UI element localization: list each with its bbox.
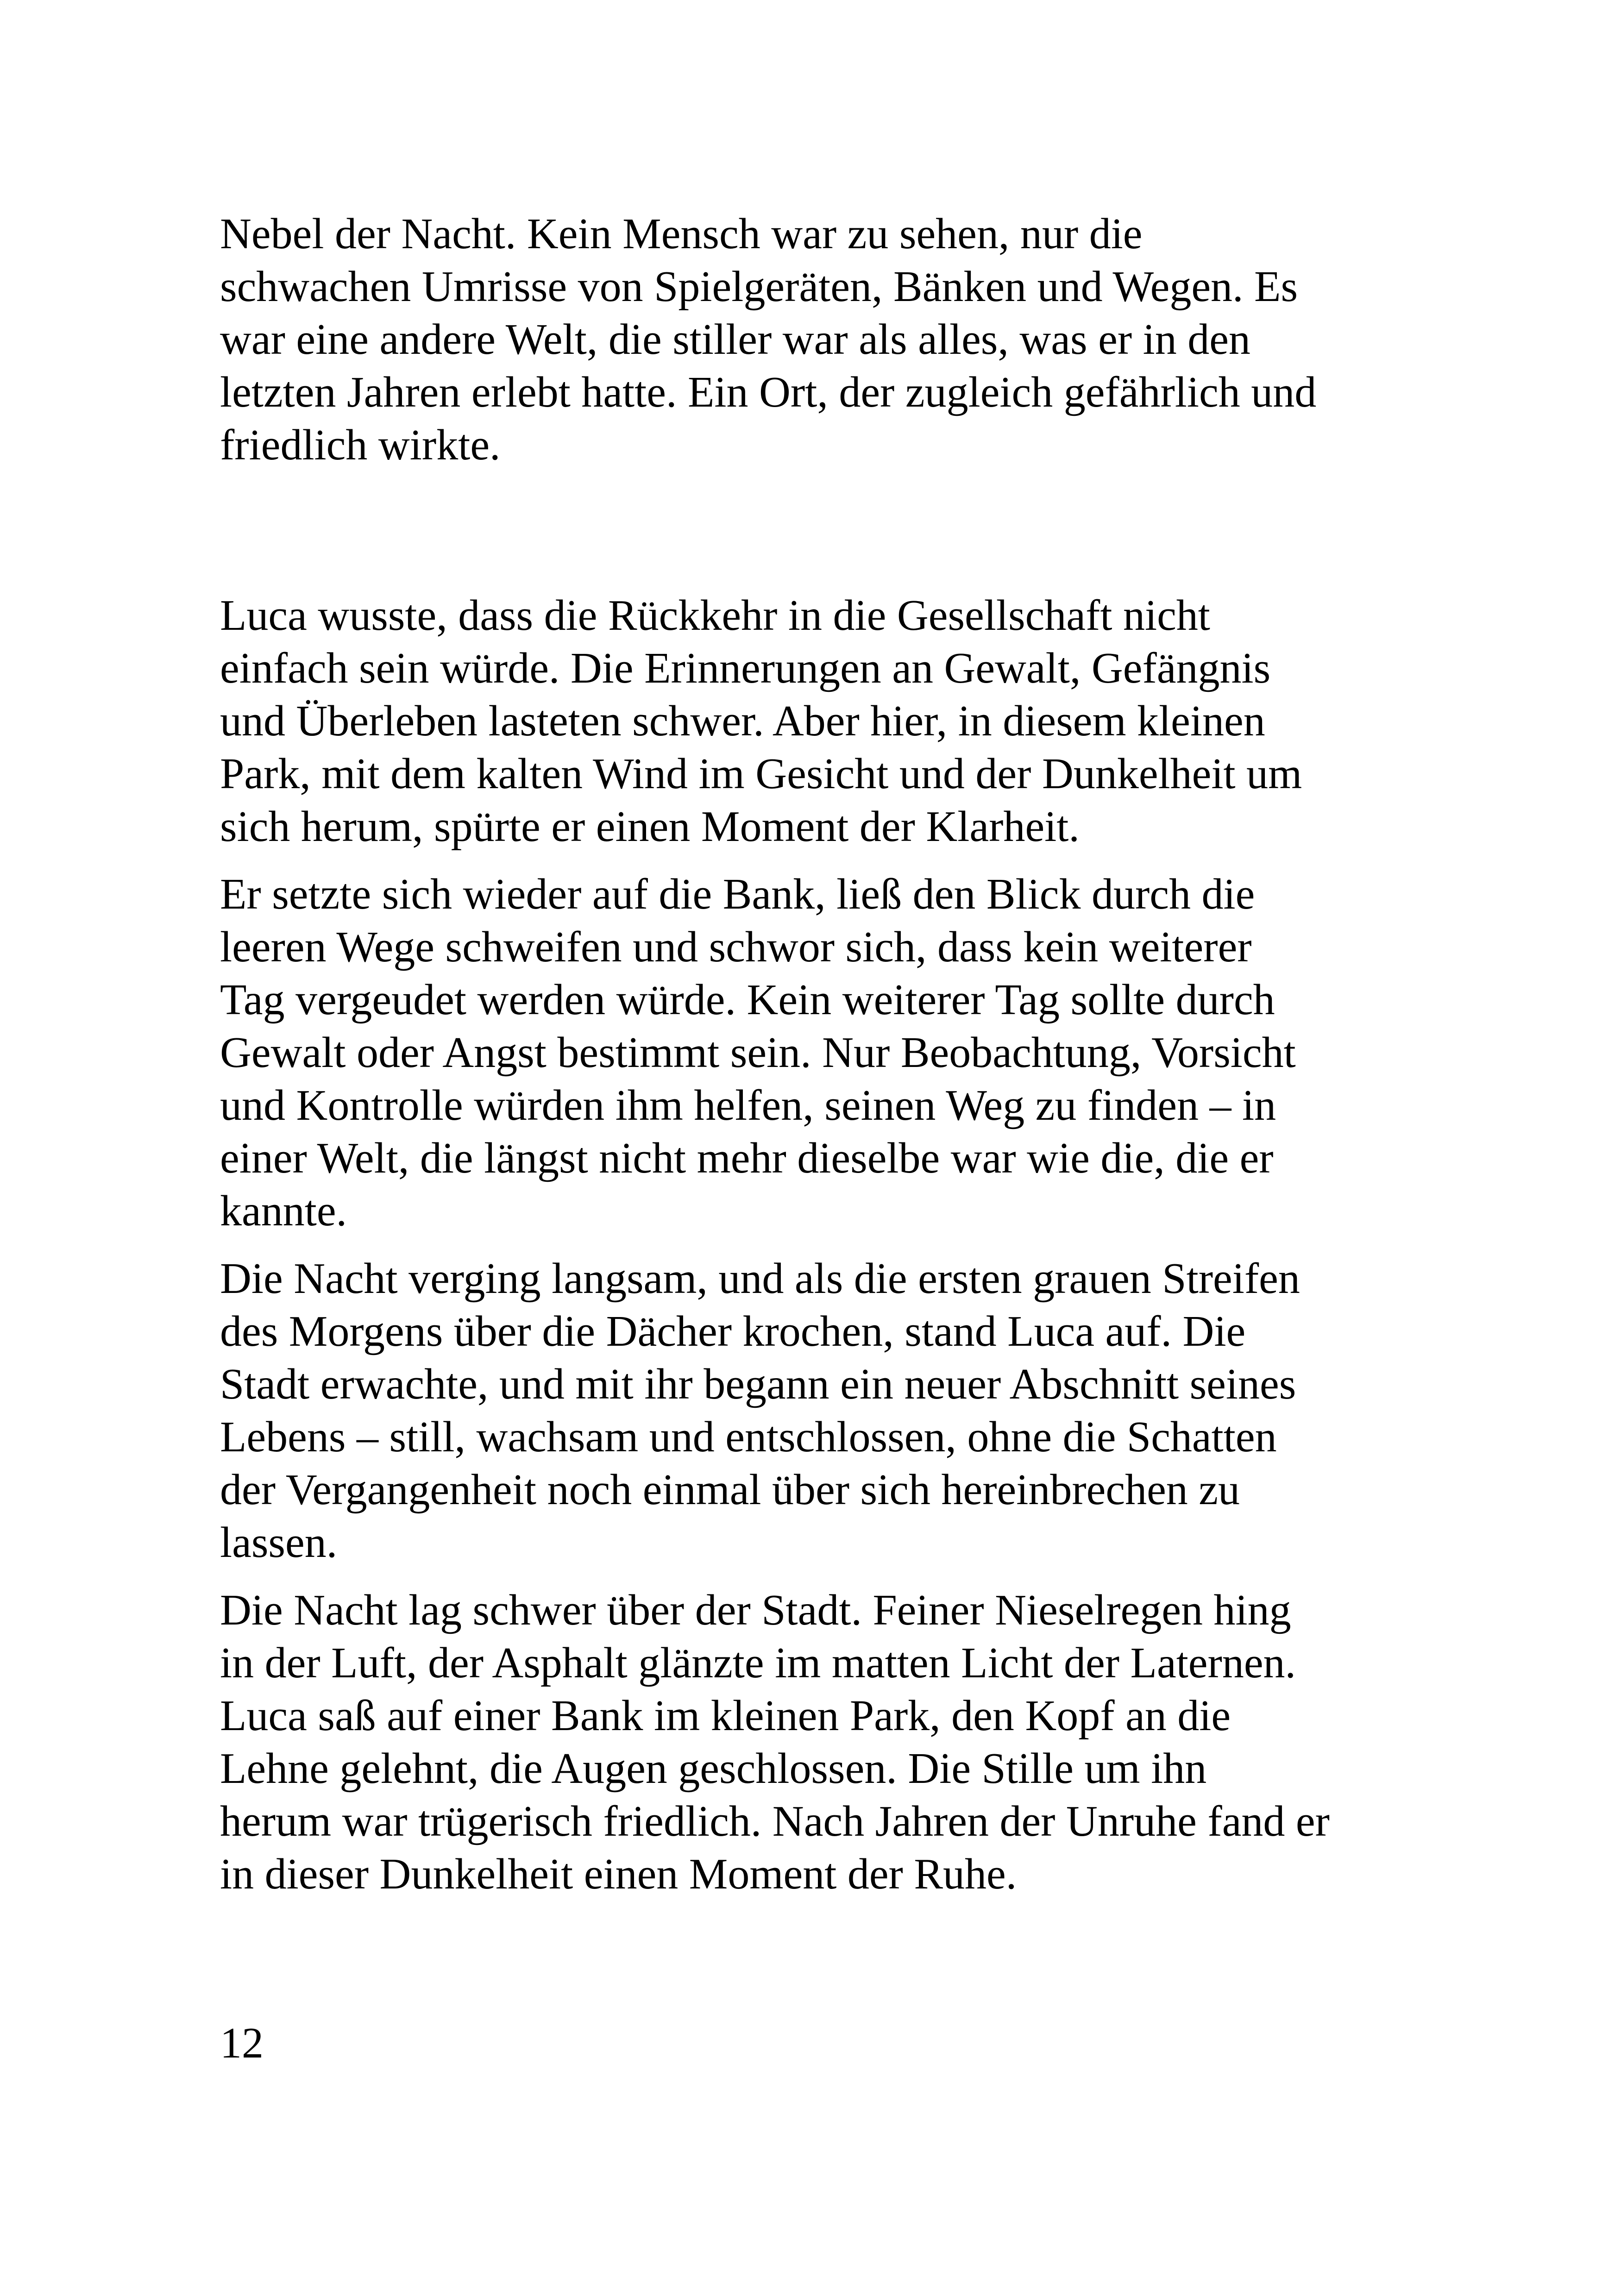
paragraph: Die Nacht lag schwer über der Stadt. Feiner Nieselregen hing in der Luft, der Asphalt glänzte im matten Licht der Laternen. Luca saß auf einer Bank im kleinen Park, den Kopf an die Lehne gelehnt, die Augen geschlossen. Die Stille um ihn herum war trügerisch friedlich. Nach Jahren der Unruhe fand er in dieser Dunkelheit einen Moment der Ruhe.	[220, 1586, 1330, 1898]
paragraph: Luca wusste, dass die Rückkehr in die Gesellschaft nicht einfach sein würde. Die Erinnerungen an Gewalt, Gefängnis und Überleben lasteten schwer. Aber hier, in diesem kleinen Park, mit dem kalten Wind im Gesicht und der Dunkelheit um sich herum, spürte er einen Moment der Klarheit.	[220, 591, 1302, 851]
paragraph: Nebel der Nacht. Kein Mensch war zu sehen, nur die schwachen Umrisse von Spielgeräten, Bänken und Wegen. Es war eine andere Welt, die stiller war als alles, was er in den letzten Jahren erlebt hatte. Ein Ort, der zugleich gefährlich und friedlich wirkte.	[220, 210, 1317, 469]
page-number: 12	[220, 2019, 264, 2067]
paragraph: Er setzte sich wieder auf die Bank, ließ den Blick durch die leeren Wege schweifen und schwor sich, dass kein weiterer Tag vergeudet werden würde. Kein weiterer Tag sollte durch Gewalt oder Angst bestimmt sein. Nur Beobachtung, Vorsicht und Kontrolle würden ihm helfen, seinen Weg zu finden – in einer Welt, die längst nicht mehr dieselbe war wie die, die er kannte.	[220, 870, 1296, 1235]
body-text	[220, 207, 1433, 1901]
paragraph: Die Nacht verging langsam, und als die ersten grauen Streifen des Morgens über die Dächer krochen, stand Luca auf. Die Stadt erwachte, und mit ihr begann ein neuer Abschnitt seines Lebens – still, wachsam und entschlossen, ohne die Schatten der Vergangenheit noch einmal über sich hereinbrechen zu lassen.	[220, 1255, 1300, 1567]
